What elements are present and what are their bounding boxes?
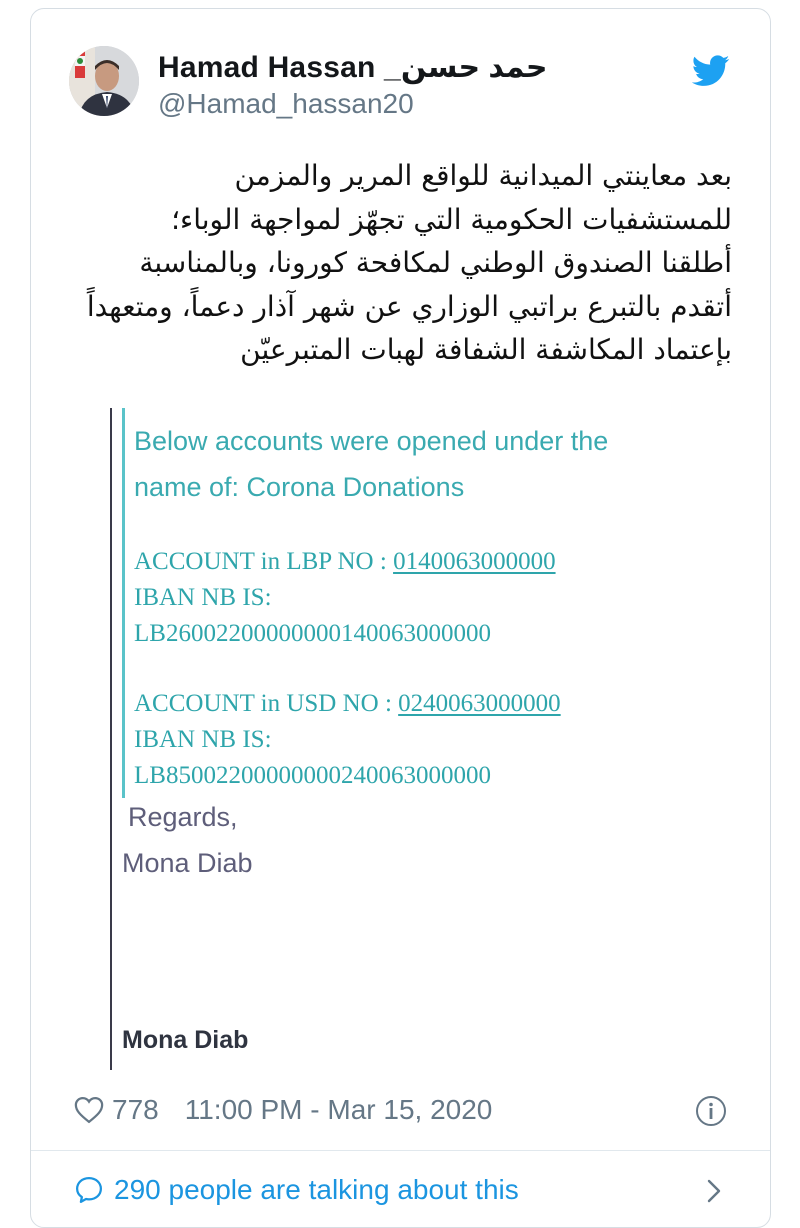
divider bbox=[31, 1150, 770, 1151]
talking-about-text[interactable]: 290 people are talking about this bbox=[114, 1174, 519, 1205]
regards-text: Regards, bbox=[128, 802, 238, 832]
author-handle[interactable]: @Hamad_hassan20 bbox=[158, 88, 414, 119]
speech-bubble-icon bbox=[74, 1175, 104, 1205]
lbp-account-number: 0140063000000 bbox=[393, 548, 556, 575]
tweet-text-line: للمستشفيات الحكومية التي تجهّز لمواجهة الوباء؛ bbox=[171, 202, 732, 236]
author-display-name[interactable]: Hamad Hassan _حمد حسن bbox=[158, 51, 548, 84]
tweet-text-line: أطلقنا الصندوق الوطني لمكافحة كورونا، وبالمناسبة bbox=[139, 246, 732, 279]
heart-icon[interactable] bbox=[74, 1096, 104, 1124]
quote-bar-outer bbox=[110, 408, 112, 1070]
tweet-text-line: بعد معاينتي الميدانية للواقع المرير والمزمن bbox=[234, 159, 732, 192]
quote-bar-inner bbox=[122, 408, 125, 798]
lbp-iban-label: IBAN NB IS: bbox=[134, 584, 272, 611]
tweet-text-line: بإعتماد المكاشفة الشفافة لهبات المتبرعيّن bbox=[240, 333, 732, 366]
lbp-account-label: ACCOUNT in LBP NO : bbox=[134, 548, 394, 575]
tweet-timestamp[interactable]: 11:00 PM - Mar 15, 2020 bbox=[184, 1094, 493, 1125]
info-icon[interactable] bbox=[695, 1095, 727, 1127]
twitter-bird-icon[interactable] bbox=[692, 54, 730, 88]
tweet-text bbox=[42, 154, 732, 372]
usd-iban-label: IBAN NB IS: bbox=[134, 726, 272, 753]
chevron-right-icon[interactable] bbox=[704, 1178, 724, 1204]
signature-name-bold: Mona Diab bbox=[122, 1026, 249, 1054]
lbp-iban: LB26002200000000140063000000 bbox=[134, 620, 491, 647]
intro-line-1: Below accounts were opened under the bbox=[134, 426, 609, 456]
tweet-text-line: أتقدم بالتبرع براتبي الوزاري عن شهر آذار دعماً، ومتعهداً bbox=[86, 289, 732, 323]
embedded-email-image[interactable] bbox=[110, 408, 710, 1070]
usd-account-number: 0240063000000 bbox=[398, 690, 561, 717]
usd-account-label: ACCOUNT in USD NO : bbox=[134, 690, 399, 717]
usd-account-line bbox=[134, 690, 561, 718]
signature-name: Mona Diab bbox=[122, 848, 253, 878]
lbp-account-line bbox=[134, 548, 556, 576]
like-count[interactable]: 778 bbox=[112, 1094, 159, 1125]
avatar[interactable] bbox=[69, 46, 139, 116]
talking-about-link[interactable] bbox=[74, 1172, 519, 1208]
intro-line-2: name of: Corona Donations bbox=[134, 472, 465, 502]
tweet-meta-row bbox=[74, 1093, 492, 1127]
usd-iban: LB85002200000000240063000000 bbox=[134, 762, 491, 789]
